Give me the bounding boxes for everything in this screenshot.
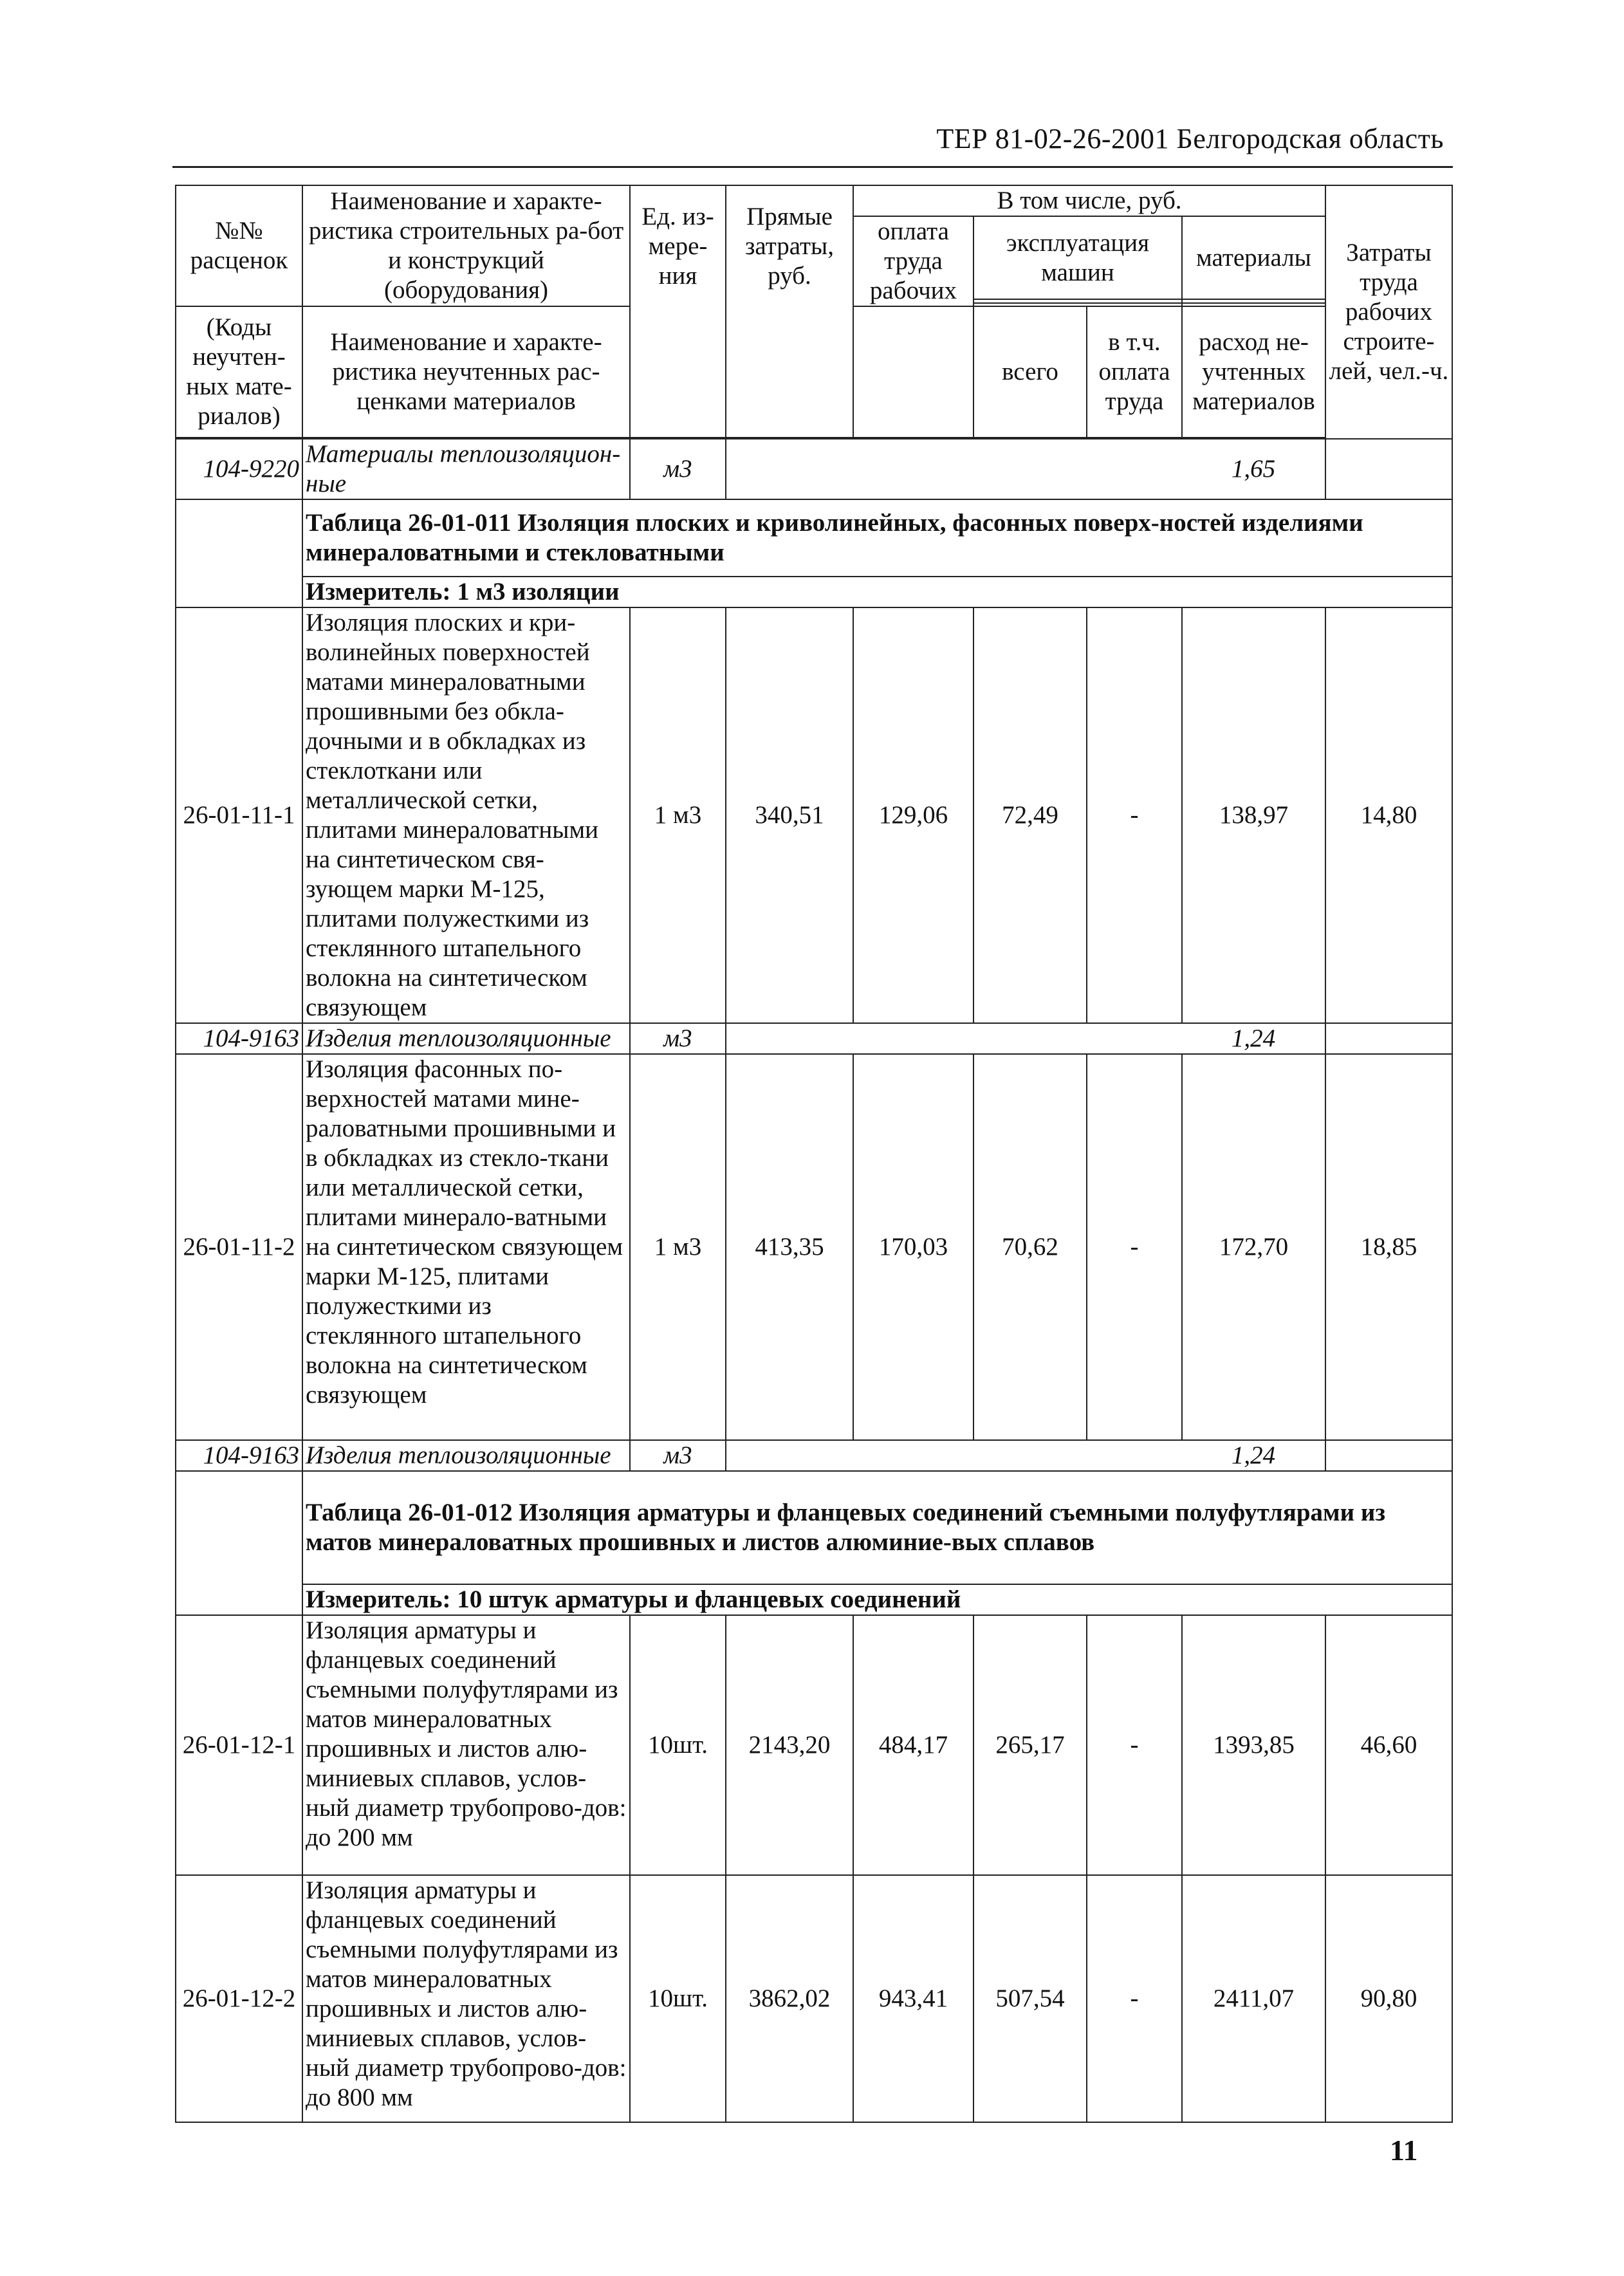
material-qty: 1,24 [1182,1023,1325,1054]
row-materials: 172,70 [1182,1054,1325,1440]
header-direct: Прямые затраты, руб. [726,185,853,306]
row-unit: 1 м3 [630,1054,726,1440]
material-code: 104-9220 [176,439,302,499]
header-wages: оплата труда рабочих [853,216,973,306]
row-materials: 138,97 [1182,607,1325,1023]
table-title: Таблица 26-01-011 Изоляция плоских и криволинейных, фасонных поверх-ностей изделиями минераловатными и стекловатными [302,499,1452,577]
header-materials-alt: расход не-учтенных материалов [1182,306,1325,438]
row-direct: 413,35 [726,1054,853,1440]
row-machines-wages: - [1087,607,1182,1023]
row-labor: 18,85 [1325,1054,1452,1440]
table-measure: Измеритель: 10 штук арматуры и фланцевых соединений [302,1584,1452,1615]
material-code: 104-9163 [176,1440,302,1471]
row-direct: 340,51 [726,607,853,1023]
row-code: 26-01-12-2 [176,1875,302,2122]
header-code-alt: (Коды неучтен-ных мате-риалов) [176,306,302,438]
row-wages: 484,17 [853,1615,973,1875]
header-labor: Затраты труда рабочих строите-лей, чел.-ч. [1325,185,1452,439]
row-unit: 10шт. [630,1615,726,1875]
row-wages: 943,41 [853,1875,973,2122]
header-machines-wages: в т.ч. оплата труда [1087,306,1182,438]
row-code: 26-01-11-2 [176,1054,302,1440]
header-machines: эксплуатация машин [973,216,1182,299]
row-name: Изоляция фасонных по-верхностей матами мине-раловатными прошивными и в обкладках из стекло-ткани или металлической сетки, плитами минерало-ватными на синтетическом связующем марки М-125, плитами полужесткими из стеклянного штапельного волокна на синтетическом связующем [302,1054,630,1440]
price-table [175,185,1453,2123]
material-name: Изделия теплоизоляционные [302,1440,630,1471]
header-materials: материалы [1182,216,1325,299]
header-machines-total: всего [973,306,1087,438]
row-materials: 2411,07 [1182,1875,1325,2122]
material-qty: 1,24 [1182,1440,1325,1471]
header-name-alt: Наименование и характе-ристика неучтенных рас-ценками материалов [302,306,630,438]
table-title: Таблица 26-01-012 Изоляция арматуры и фланцевых соединений съемными полуфутлярами из матов минераловатных прошивных и листов алюминие-вых сплавов [302,1471,1452,1584]
document-header: ТЕР 81-02-26-2001 Белгородская область [936,123,1444,154]
row-wages: 129,06 [853,607,973,1023]
row-direct: 3862,02 [726,1875,853,2122]
row-name: Изоляция плоских и кри-волинейных поверхностей матами минераловатными прошивными без обкла-дочными и в обкладках из стеклоткани или металлической сетки, плитами минераловатными на синтетическом свя-зующем марки М-125, плитами полужесткими из стеклянного штапельного волокна на синтетическом связующем [302,607,630,1023]
row-machines: 72,49 [973,607,1087,1023]
material-unit: м3 [630,1440,726,1471]
row-wages: 170,03 [853,1054,973,1440]
row-machines: 70,62 [973,1054,1087,1440]
header-unit: Ед. из-мере-ния [630,185,726,306]
row-materials: 1393,85 [1182,1615,1325,1875]
row-labor: 14,80 [1325,607,1452,1023]
row-machines-wages: - [1087,1615,1182,1875]
header-name: Наименование и характе-ристика строительных ра-бот и конструкций (оборудования) [302,185,630,306]
material-name: Изделия теплоизоляционные [302,1023,630,1054]
row-code: 26-01-12-1 [176,1615,302,1875]
row-machines-wages: - [1087,1054,1182,1440]
header-code: №№ расценок [176,185,302,306]
row-direct: 2143,20 [726,1615,853,1875]
row-unit: 1 м3 [630,607,726,1023]
row-machines: 265,17 [973,1615,1087,1875]
header-divider [172,166,1453,168]
material-unit: м3 [630,1023,726,1054]
page-number: 11 [1390,2134,1418,2167]
row-name: Изоляция арматуры и фланцевых соединений съемными полуфутлярами из матов минераловатных прошивных и листов алю-миниевых сплавов, услов-ный диаметр трубопрово-дов: до 200 мм [302,1615,630,1875]
material-qty: 1,65 [1182,439,1325,499]
header-incl: В том числе, руб. [853,185,1325,216]
row-labor: 46,60 [1325,1615,1452,1875]
material-unit: м3 [630,439,726,499]
table-measure: Измеритель: 1 м3 изоляции [302,577,1452,607]
row-machines: 507,54 [973,1875,1087,2122]
material-name: Материалы теплоизоляцион-ные [302,439,630,499]
material-code: 104-9163 [176,1023,302,1054]
row-code: 26-01-11-1 [176,607,302,1023]
row-machines-wages: - [1087,1875,1182,2122]
row-name: Изоляция арматуры и фланцевых соединений съемными полуфутлярами из матов минераловатных прошивных и листов алю-миниевых сплавов, услов-ный диаметр трубопрово-дов: до 800 мм [302,1875,630,2122]
row-labor: 90,80 [1325,1875,1452,2122]
row-unit: 10шт. [630,1875,726,2122]
